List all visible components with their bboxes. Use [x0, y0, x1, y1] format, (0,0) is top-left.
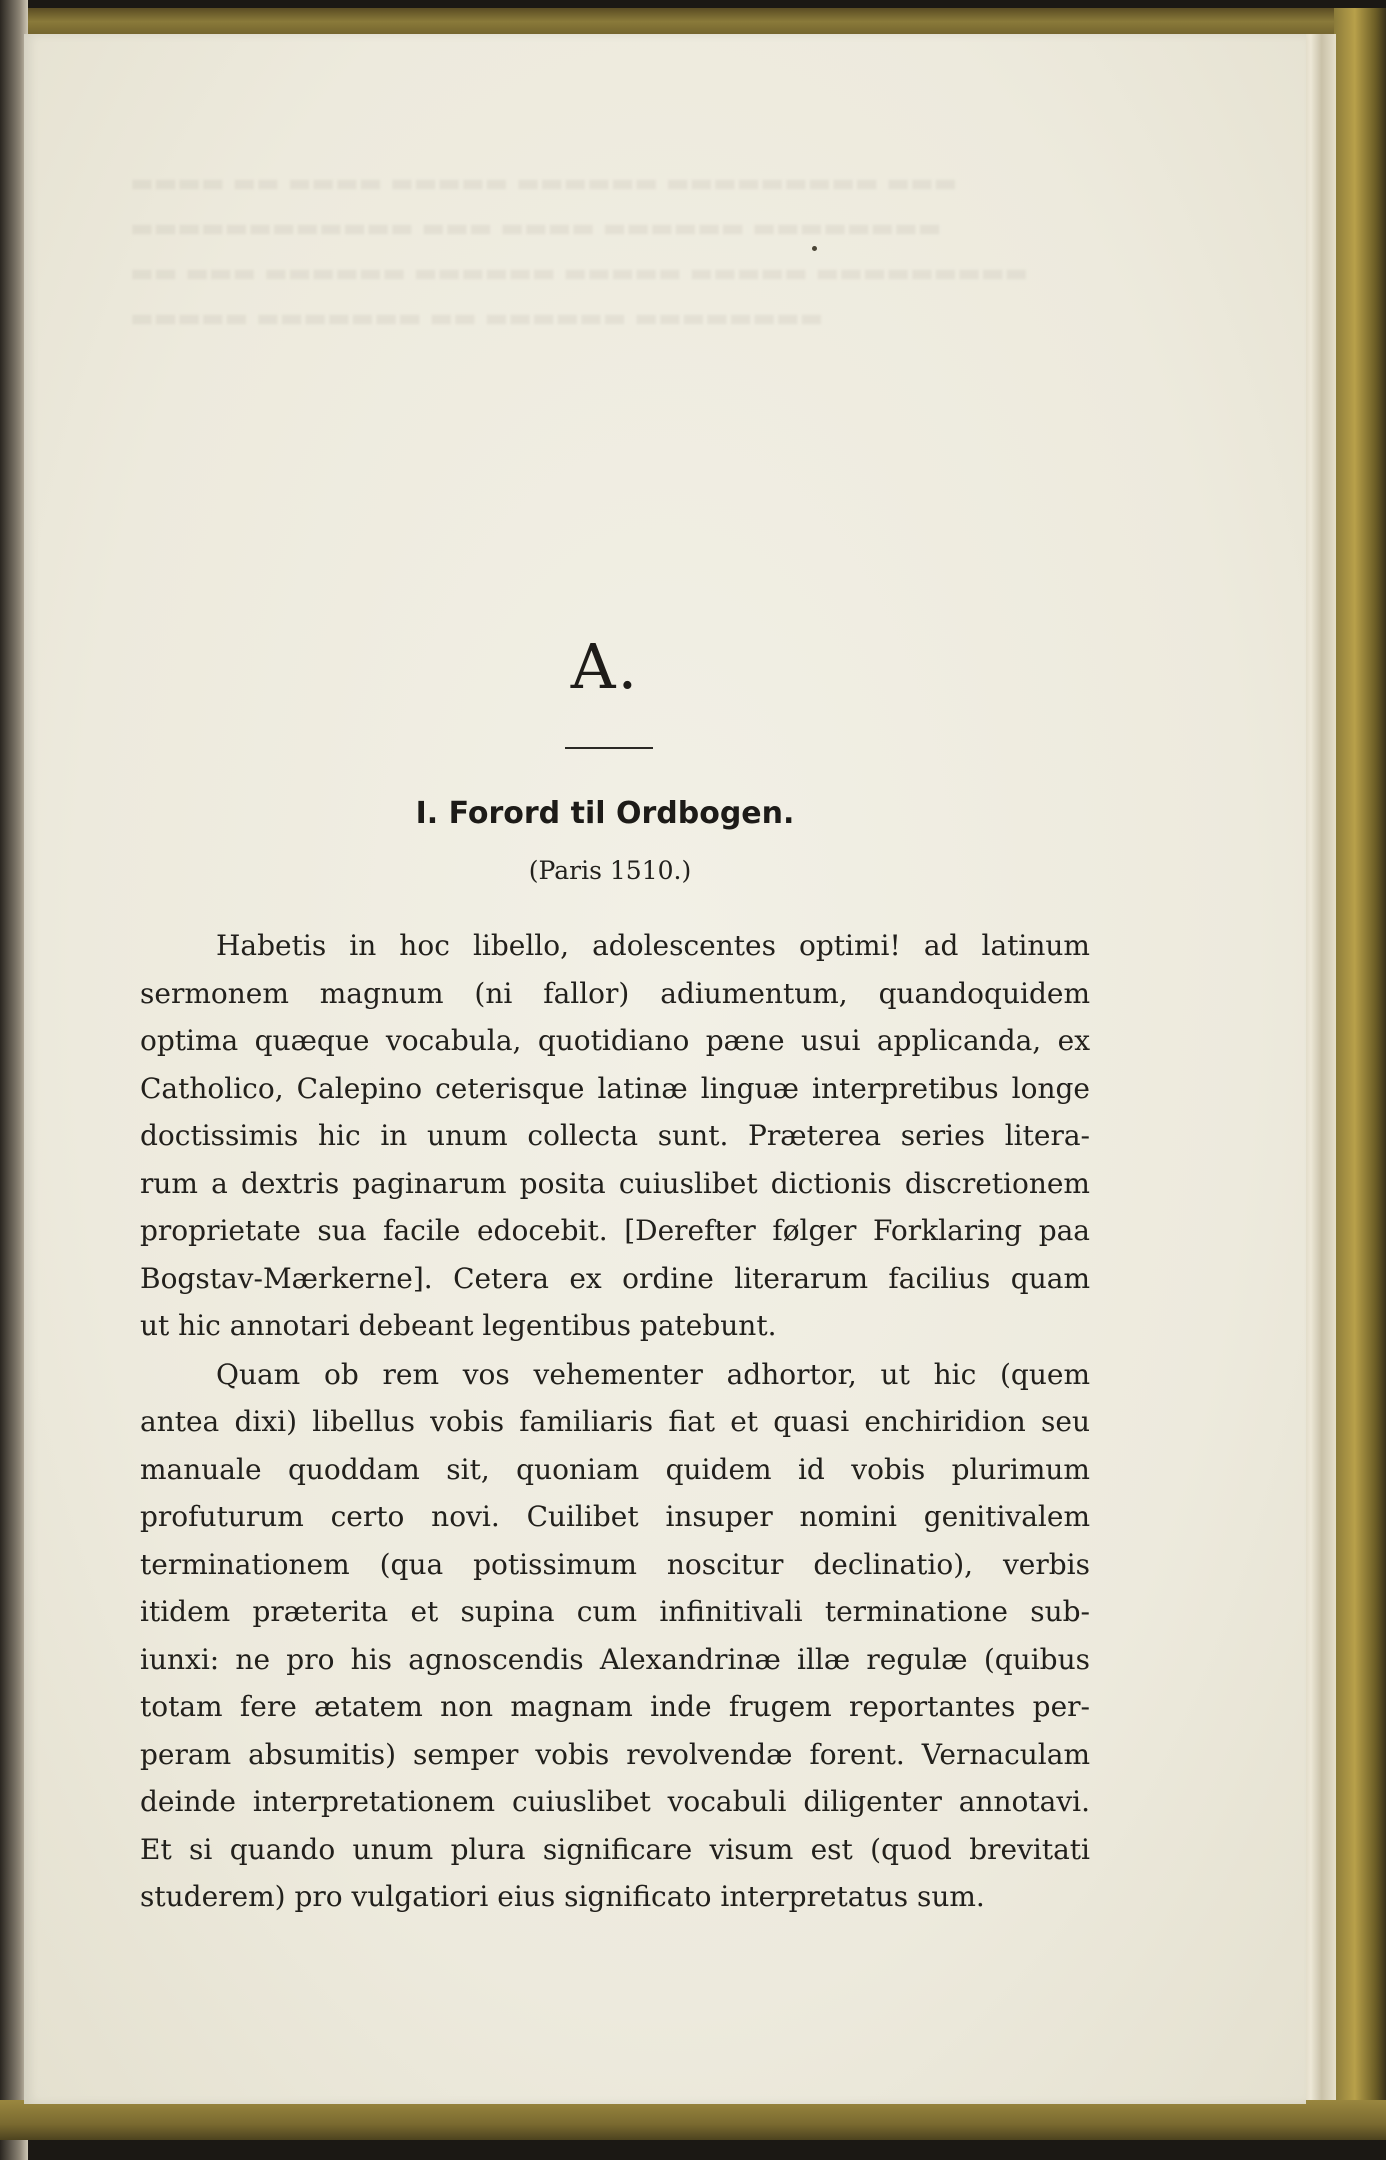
text-line: deinde interpretationem cuiuslibet vocabuli diligenter annotavi. [140, 1785, 1090, 1818]
section-letter: A. [570, 630, 640, 703]
text-line: profuturum certo novi. Cuilibet insuper nomini genitivalem [140, 1500, 1090, 1533]
text-line: Bogstav-Mærkerne]. Cetera ex ordine literarum facilius quam [140, 1261, 1090, 1295]
text-line: doctissimis hic in unum collecta sunt. Præterea series litera- [140, 1119, 1090, 1152]
cover-border-bottom [0, 2100, 1386, 2140]
cover-border-right [1334, 8, 1386, 2138]
text-line: Habetis in hoc libello, adolescentes optimi! ad latinum [216, 929, 1090, 962]
ink-speck [812, 246, 817, 251]
title-divider [565, 747, 653, 749]
body-text [140, 922, 1090, 1922]
text-line: studerem) pro vulgatiori eius significato interpretatus sum. [140, 1880, 985, 1913]
text-line: antea dixi) libellus vobis familiaris fiat et quasi enchiridion seu [140, 1405, 1090, 1438]
text-line: optima quæque vocabula, quotidiano pæne usui applicanda, ex [140, 1024, 1090, 1057]
chapter-subtitle: (Paris 1510.) [528, 856, 692, 885]
paragraph-2 [140, 1351, 1090, 1921]
chapter-title: I. Forord til Ordbogen. [415, 796, 795, 831]
text-line: totam fere ætatem non magnam inde frugem reportantes per- [140, 1690, 1090, 1723]
text-line: iunxi: ne pro his agnoscendis Alexandrinæ illæ regulæ (quibus [140, 1642, 1090, 1676]
text-line: manuale quoddam sit, quoniam quidem id vobis plurimum [140, 1452, 1090, 1486]
text-line: Et si quando unum plura significare visum est (quod brevitati [140, 1832, 1090, 1866]
text-line: rum a dextris paginarum posita cuiuslibet dictionis discretionem [140, 1166, 1090, 1200]
text-line: sermonem magnum (ni fallor) adiumentum, quandoquidem [140, 976, 1090, 1010]
text-line: Catholico, Calepino ceterisque latinæ linguæ interpretibus longe [140, 1071, 1090, 1105]
text-line: Quam ob rem vos vehementer adhortor, ut hic (quem [216, 1357, 1090, 1391]
text-line: itidem præterita et supina cum infinitivali terminatione sub- [140, 1595, 1090, 1628]
text-line: peram absumitis) semper vobis revolvendæ forent. Vernaculam [140, 1737, 1090, 1771]
text-line: proprietate sua facile edocebit. [Derefter følger Forklaring paa [140, 1214, 1090, 1247]
text-line: terminationem (qua potissimum noscitur declinatio), verbis [140, 1547, 1090, 1581]
paragraph-1 [140, 922, 1090, 1350]
text-line: ut hic annotari debeant legentibus patebunt. [140, 1309, 777, 1342]
